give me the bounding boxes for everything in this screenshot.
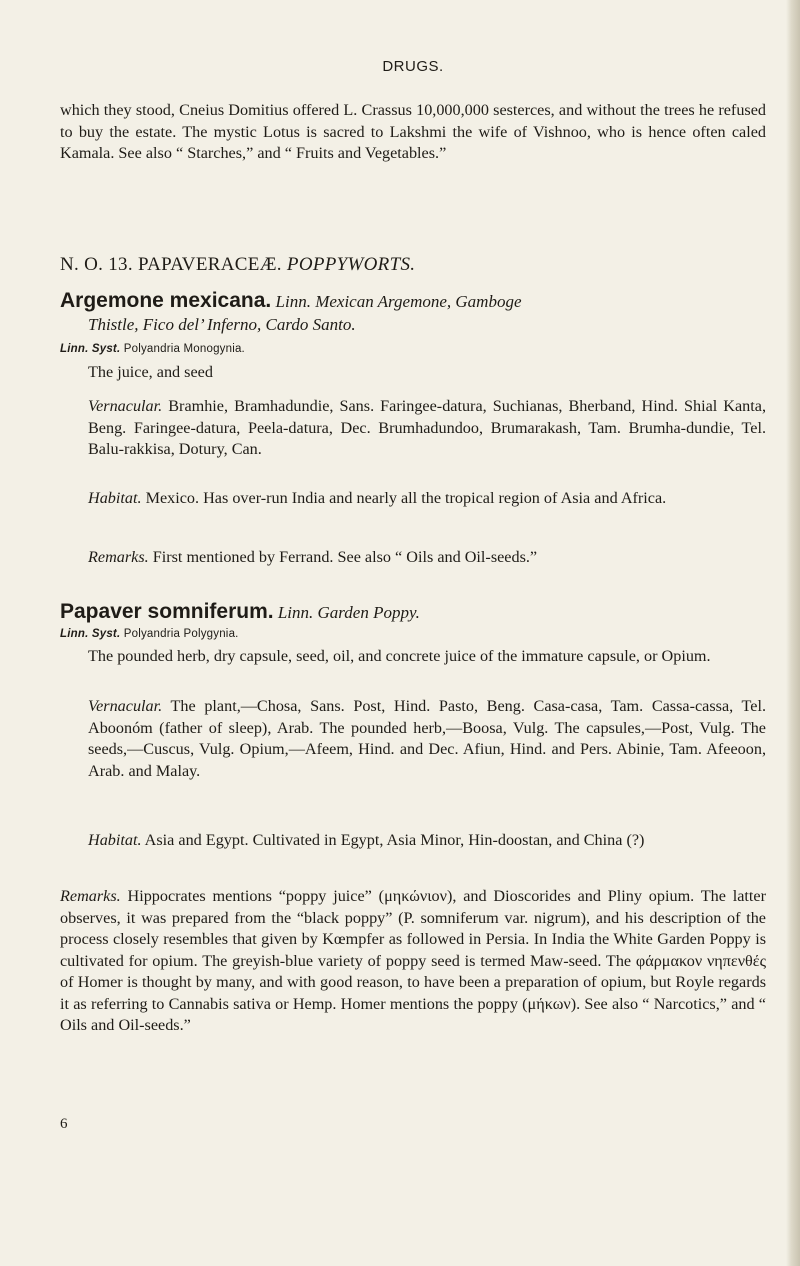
papaver-remarks-text: Hippocrates mentions “poppy juice” (μηκώνιον), and Dioscorides and Pliny opium. The latter observes, it was prepared from the “black poppy” (P. somniferum var. nigrum), and his description of the process closely resembles that given by Kœmpfer as followed in Persia. In India the White Garden Poppy is cultivated for opium. The greyish-blue variety of poppy seed is termed Maw-seed. The φάρμακον νηπενθές of Homer is thought by many, and with good reason, to have been a preparation of opium, but Royle regards it as referring to Cannabis sativa or Hemp. Homer mentions the poppy (μήκων). See also “ Narcotics,” and “ Oils and Oil-seeds.” bbox=[60, 887, 766, 1034]
papaver-linn-class: Polyandria Polygynia. bbox=[123, 628, 239, 640]
argemone-authority: Linn. bbox=[275, 292, 311, 311]
argemone-remarks-text: First mentioned by Ferrand. See also “ Oils and Oil-seeds.” bbox=[152, 548, 538, 566]
argemone-remarks-label: Remarks. bbox=[88, 548, 149, 566]
argemone-heading bbox=[60, 290, 766, 312]
opening-paragraph-block bbox=[60, 100, 766, 165]
papaver-linn-label: Linn. Syst. bbox=[60, 628, 121, 640]
papaver-remarks-block bbox=[60, 886, 766, 1037]
papaver-vernacular-block bbox=[88, 696, 766, 782]
section-number: N. O. 13. bbox=[60, 254, 133, 275]
papaver-authority: Linn. bbox=[277, 603, 314, 622]
argemone-habitat bbox=[88, 488, 766, 510]
papaver-name: Papaver somniferum. bbox=[60, 600, 274, 623]
argemone-intro: The juice, and seed bbox=[88, 363, 213, 381]
argemone-remarks-block bbox=[88, 547, 766, 569]
papaver-habitat-label: Habitat. bbox=[88, 831, 142, 849]
papaver-vernacular-label: Vernacular. bbox=[88, 697, 163, 715]
argemone-remarks bbox=[88, 547, 766, 569]
section-common-name: POPPYWORTS. bbox=[286, 254, 416, 275]
papaver-intro: The pounded herb, dry capsule, seed, oil, and concrete juice of the immature capsule, or Opium. bbox=[88, 647, 711, 665]
papaver-habitat bbox=[88, 830, 766, 852]
argemone-synonyms-line2: Thistle, Fico del’ Inferno, Cardo Santo. bbox=[88, 315, 356, 334]
argemone-name: Argemone mexicana. bbox=[60, 289, 272, 312]
argemone-habitat-block bbox=[88, 488, 766, 510]
section-family: PAPAVERACEÆ. bbox=[137, 254, 282, 275]
papaver-remarks bbox=[60, 886, 766, 1037]
papaver-habitat-block bbox=[88, 830, 766, 852]
papaver-intro-block bbox=[88, 646, 766, 668]
papaver-vernacular bbox=[88, 696, 766, 782]
running-head: DRUGS. bbox=[382, 58, 444, 75]
papaver-vernacular-text: The plant,—Chosa, Sans. Post, Hind. Pasto, Beng. Casa-casa, Tam. Cassa-cassa, Tel. Aboonóm (father of sleep), Arab. The pounded herb,—Boosa, Vulg. The capsules,—Post, Vulg. The seeds,—Cuscus, Vulg. Opium,—Afeem, Hind. and Dec. Afiun, Hind. and Pers. Abinie, Tam. Afeeoon, Arab. and Malay. bbox=[88, 697, 766, 780]
argemone-synonyms-line1: Mexican Argemone, Gamboge bbox=[315, 292, 522, 311]
argemone-habitat-text: Mexico. Has over-run India and nearly all the tropical region of Asia and Africa. bbox=[145, 489, 667, 507]
papaver-heading bbox=[60, 601, 766, 623]
papaver-remarks-label: Remarks. bbox=[60, 887, 121, 905]
argemone-vernacular-text: Bramhie, Bramhadundie, Sans. Faringee-datura, Suchianas, Bherband, Hind. Shial Kanta, Beng. Faringee-datura, Peela-datura, Dec. Brumhadundoo, Brumarakash, Tam. Brumha-dundie, Tel. Balu-rakkisa, Dotury, Can. bbox=[88, 397, 766, 458]
page-number: 6 bbox=[60, 1116, 68, 1132]
argemone-vernacular bbox=[88, 396, 766, 461]
papaver-linn-syst bbox=[60, 628, 239, 640]
section-heading bbox=[60, 254, 766, 276]
argemone-linn-label: Linn. Syst. bbox=[60, 343, 121, 355]
argemone-intro-block bbox=[88, 362, 766, 384]
argemone-linn-class: Polyandria Monogynia. bbox=[123, 343, 245, 355]
argemone-habitat-label: Habitat. bbox=[88, 489, 142, 507]
argemone-linn-syst bbox=[60, 343, 245, 355]
argemone-vernacular-label: Vernacular. bbox=[88, 397, 163, 415]
papaver-synonyms: Garden Poppy. bbox=[317, 603, 420, 622]
papaver-habitat-text: Asia and Egypt. Cultivated in Egypt, Asia Minor, Hin-doostan, and China (?) bbox=[144, 831, 645, 849]
opening-paragraph: which they stood, Cneius Domitius offered L. Crassus 10,000,000 sesterces, and without the trees he refused to buy the estate. The mystic Lotus is sacred to Lakshmi the wife of Vishnoo, who is hence often caled Kamala. See also “ Starches,” and “ Fruits and Vegetables.” bbox=[60, 101, 766, 162]
argemone-vernacular-block bbox=[88, 396, 766, 461]
page-edge-shadow bbox=[786, 0, 800, 1266]
